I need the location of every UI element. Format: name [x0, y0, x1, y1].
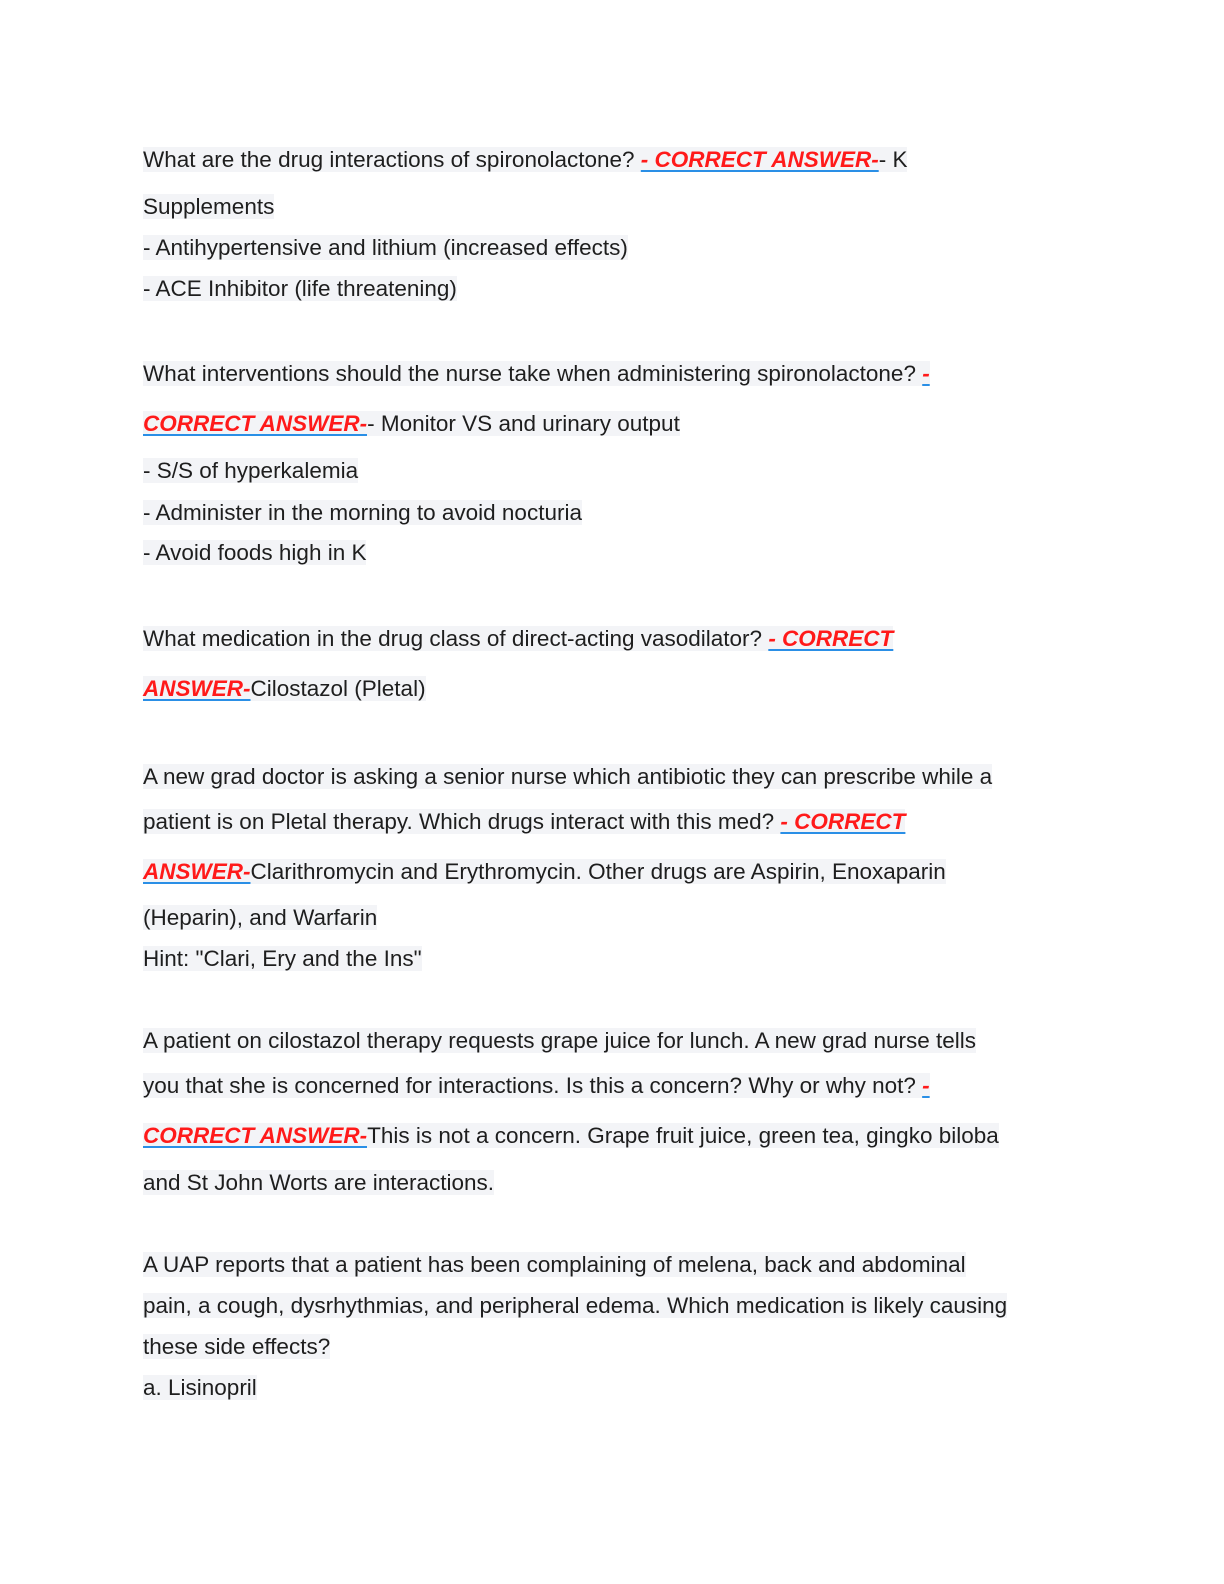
question-text: A new grad doctor is asking a senior nurse which antibiotic they can prescribe while a — [143, 764, 993, 789]
question-6-line-1 — [143, 1249, 966, 1281]
answer-text: Clarithromycin and Erythromycin. Other drugs are Aspirin, Enoxaparin — [250, 859, 946, 884]
correct-answer-label: - — [922, 361, 930, 386]
question-2-line-2 — [143, 408, 680, 440]
question-text: A patient on cilostazol therapy requests grape juice for lunch. A new grad nurse tells — [143, 1028, 976, 1053]
answer-text: - ACE Inhibitor (life threatening) — [143, 276, 457, 301]
answer-2-line-3 — [143, 455, 358, 487]
answer-1-line-3 — [143, 232, 628, 264]
question-text: A UAP reports that a patient has been complaining of melena, back and abdominal — [143, 1252, 966, 1277]
answer-2-line-4 — [143, 497, 582, 529]
question-5-line-1 — [143, 1025, 976, 1057]
correct-answer-label: - CORRECT — [780, 809, 906, 834]
answer-text: - Monitor VS and urinary output — [367, 411, 680, 436]
answer-2-line-5 — [143, 537, 366, 569]
question-text: What are the drug interactions of spironolactone? — [143, 147, 641, 172]
answer-1-line-4 — [143, 273, 457, 305]
answer-text: Hint: "Clari, Ery and the Ins" — [143, 946, 422, 971]
answer-text: and St John Worts are interactions. — [143, 1170, 495, 1195]
answer-text: - S/S of hyperkalemia — [143, 458, 359, 483]
question-text: you that she is concerned for interactions. Is this a concern? Why or why not? — [143, 1073, 923, 1098]
question-4-line-2 — [143, 806, 905, 838]
answer-4-line-5 — [143, 943, 422, 975]
question-4-line-1 — [143, 761, 992, 793]
answer-text: (Heparin), and Warfarin — [143, 905, 378, 930]
answer-text: - K — [878, 147, 908, 172]
answer-4-line-4 — [143, 902, 377, 934]
question-text: pain, a cough, dysrhythmias, and peripheral edema. Which medication is likely causing — [143, 1293, 1008, 1318]
correct-answer-label: CORRECT ANSWER- — [143, 1123, 368, 1148]
correct-answer-label: CORRECT ANSWER- — [143, 411, 368, 436]
option-text: a. Lisinopril — [143, 1375, 257, 1400]
question-1-line-1 — [143, 144, 907, 176]
question-text: What medication in the drug class of direct-acting vasodilator? — [143, 626, 769, 651]
question-6-line-2 — [143, 1290, 1007, 1322]
answer-5-line-4 — [143, 1167, 494, 1199]
answer-text: This is not a concern. Grape fruit juice, green tea, gingko biloba — [367, 1123, 999, 1148]
answer-1-line-2 — [143, 191, 274, 223]
correct-answer-label: ANSWER- — [143, 676, 251, 701]
correct-answer-label: - CORRECT ANSWER- — [640, 147, 879, 172]
correct-answer-label: - — [922, 1073, 930, 1098]
question-text: What interventions should the nurse take when administering spironolactone? — [143, 361, 923, 386]
correct-answer-label: - CORRECT — [768, 626, 894, 651]
question-5-line-2 — [143, 1070, 930, 1102]
question-5-line-3 — [143, 1120, 999, 1152]
question-6-line-3 — [143, 1331, 330, 1363]
answer-text: - Antihypertensive and lithium (increased effects) — [143, 235, 628, 260]
option-a — [143, 1372, 257, 1404]
correct-answer-label: ANSWER- — [143, 859, 251, 884]
question-text: these side effects? — [143, 1334, 331, 1359]
question-3-line-1 — [143, 623, 893, 655]
question-3-line-2 — [143, 673, 426, 705]
question-text: patient is on Pletal therapy. Which drugs interact with this med? — [143, 809, 781, 834]
question-4-line-3 — [143, 856, 946, 888]
answer-text: Supplements — [143, 194, 275, 219]
answer-text: - Administer in the morning to avoid nocturia — [143, 500, 582, 525]
answer-text: Cilostazol (Pletal) — [250, 676, 426, 701]
question-2-line-1 — [143, 358, 930, 390]
answer-text: - Avoid foods high in K — [143, 540, 367, 565]
